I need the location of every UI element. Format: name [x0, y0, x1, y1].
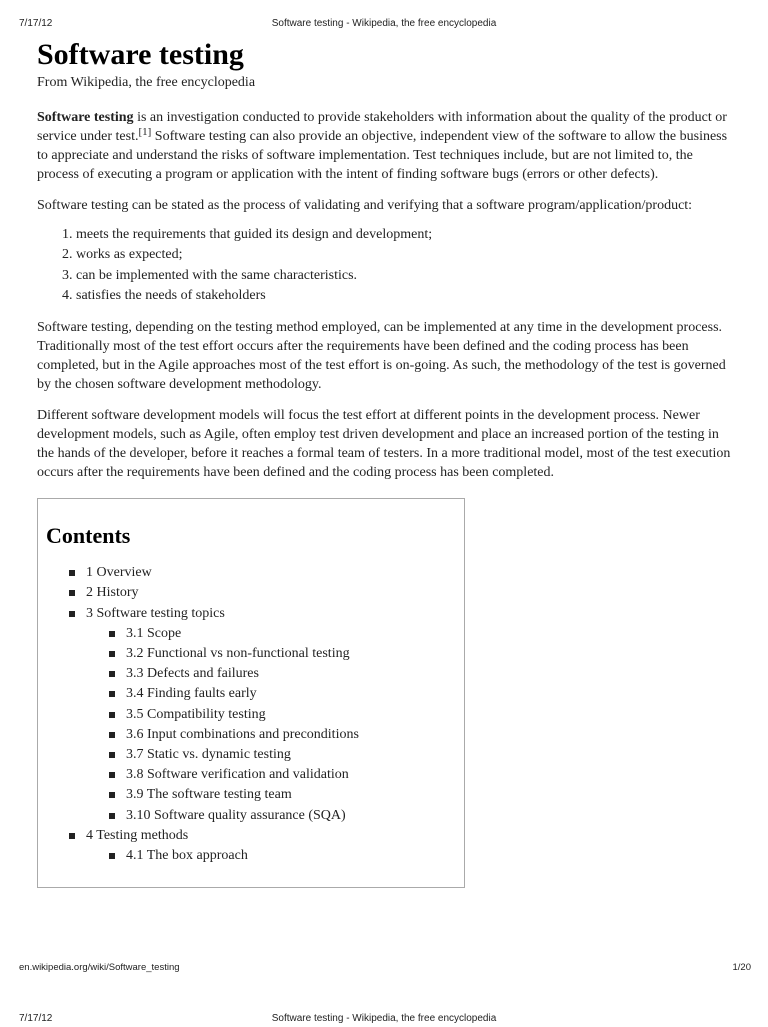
toc-subitem — [86, 806, 464, 826]
toc-item — [46, 563, 464, 583]
page-number: 1/20 — [732, 962, 751, 973]
toc-subitem — [86, 644, 464, 664]
print-title: Software testing - Wikipedia, the free encyclopedia — [271, 18, 497, 29]
toc-link[interactable]: 3.8 Software verification and validation — [126, 767, 349, 783]
intro-text: is an investigation conducted to provide stakeholders with information about the quality of the product or service under test. — [37, 110, 727, 144]
bullet-icon — [109, 691, 115, 697]
bullet-icon — [69, 590, 75, 596]
toc-link-history[interactable]: 2 History — [86, 585, 139, 601]
toc-link[interactable]: 3.9 The software testing team — [126, 787, 292, 803]
bullet-icon — [69, 570, 75, 576]
list-item: 4. satisfies the needs of stakeholders — [76, 286, 731, 306]
toc-link[interactable]: 3.6 Input combinations and preconditions — [126, 726, 359, 742]
print-date: 7/17/12 — [19, 1013, 53, 1024]
bullet-icon — [109, 752, 115, 758]
toc-link[interactable]: 3.1 Scope — [126, 625, 182, 641]
toc-subitem — [86, 664, 464, 684]
page-subtitle: From Wikipedia, the free encyclopedia — [37, 75, 256, 90]
list-item: 2. works as expected; — [76, 245, 731, 265]
toc-subitem — [86, 624, 464, 644]
toc-subitem — [86, 725, 464, 745]
bullet-icon — [109, 772, 115, 778]
print-header — [0, 18, 768, 32]
bullet-icon — [109, 853, 115, 859]
toc-link[interactable]: 4.1 The box approach — [126, 848, 248, 864]
toc-link[interactable]: 3.4 Finding faults early — [126, 686, 257, 702]
paragraph-3: Software testing, depending on the testing method employed, can be implemented at any time in the development process. Traditionally most of the test effort occurs after the requirements have been defined and the coding process has been completed, but in the Agile approaches most of the test effort is on-going. As such, the methodology of the test is governed by the chosen software development methodology. — [37, 320, 726, 393]
table-of-contents — [37, 498, 465, 888]
toc-sublist — [86, 624, 464, 826]
toc-link[interactable]: 3.2 Functional vs non-functional testing — [126, 646, 350, 661]
bullet-icon — [69, 611, 75, 617]
print-header-next-page — [0, 1013, 768, 1027]
toc-sublist — [86, 846, 464, 866]
toc-link-methods[interactable]: 4 Testing methods — [86, 827, 189, 843]
print-url: en.wikipedia.org/wiki/Software_testing — [19, 962, 180, 973]
toc-subitem — [86, 705, 464, 725]
toc-link[interactable]: 3.5 Compatibility testing — [126, 706, 266, 722]
print-date: 7/17/12 — [19, 18, 53, 29]
reference-link[interactable]: [1] — [138, 126, 152, 138]
toc-item — [46, 583, 464, 603]
toc-subitem — [86, 745, 464, 765]
toc-link[interactable]: 3.10 Software quality assurance (SQA) — [126, 807, 346, 823]
toc-subitem — [86, 765, 464, 785]
toc-link[interactable]: 3.7 Static vs. dynamic testing — [126, 747, 291, 763]
toc-link[interactable]: 3.3 Defects and failures — [126, 666, 259, 682]
bullet-icon — [69, 833, 75, 839]
toc-item — [46, 604, 464, 826]
print-title: Software testing - Wikipedia, the free encyclopedia — [271, 1013, 497, 1024]
toc-subitem — [86, 846, 464, 866]
bullet-icon — [109, 732, 115, 738]
bullet-icon — [109, 813, 115, 819]
paragraph-4: Different software development models will focus the test effort at different points in the development process. Newer development models, such as Agile, often employ test driven development and place an increased portion of the testing in the hands of the developer, before it reaches a formal team of testers. In a more traditional model, most of the test execution occurs after the requirements have been defined and the coding process has been completed. — [37, 408, 731, 481]
toc-subitem — [86, 785, 464, 805]
requirements-list — [37, 225, 731, 306]
toc-list — [46, 563, 464, 866]
list-item: 1. meets the requirements that guided its design and development; — [76, 225, 731, 245]
print-footer — [0, 962, 768, 976]
bullet-icon — [109, 651, 115, 657]
toc-heading: Contents — [46, 523, 131, 549]
bullet-icon — [109, 712, 115, 718]
list-item: 3. can be implemented with the same characteristics. — [76, 266, 731, 286]
intro-paragraph — [37, 108, 731, 184]
paragraph-2: Software testing can be stated as the process of validating and verifying that a software program/application/product: — [37, 198, 693, 213]
toc-link-topics[interactable]: 3 Software testing topics — [86, 605, 225, 621]
page-title: Software testing — [37, 38, 244, 71]
article-content — [37, 38, 731, 888]
bullet-icon — [109, 671, 115, 677]
intro-bold-term: Software testing — [37, 110, 134, 125]
toc-link-overview[interactable]: 1 Overview — [86, 565, 152, 581]
toc-subitem — [86, 684, 464, 704]
bullet-icon — [109, 631, 115, 637]
toc-item — [46, 826, 464, 866]
bullet-icon — [109, 792, 115, 798]
intro-text-continued: Software testing can also provide an objective, independent view of the software to allow the business to appreciate and understand the risks of software implementation. Test techniques include, but are not limited to, the process of executing a program or application with the intent of finding software bugs (errors or other defects). — [37, 129, 728, 182]
